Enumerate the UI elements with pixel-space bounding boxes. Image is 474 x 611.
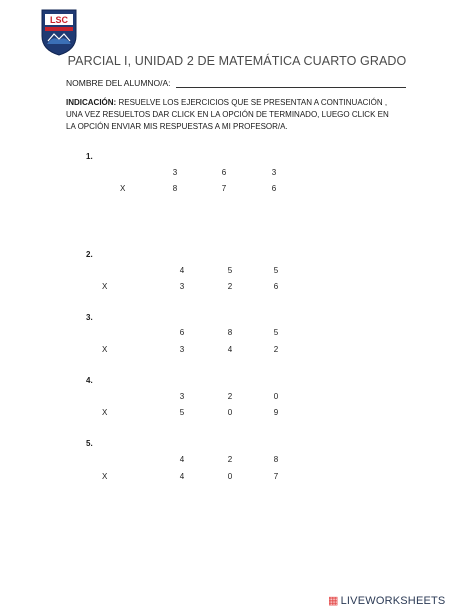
exercise-5-top-digit: 2	[227, 455, 233, 464]
exercise-2-times-symbol: X	[102, 282, 108, 291]
instructions-block	[66, 97, 416, 133]
instructions-line-2: UNA VEZ RESUELTOS DAR CLICK EN LA OPCIÓN DE TERMINADO, LUEGO CLICK EN	[66, 110, 389, 119]
exercise-2-bottom-digit: 6	[273, 282, 279, 291]
student-name-field[interactable]	[176, 87, 406, 88]
instructions-line-3: LA OPCIÓN ENVIAR MIS RESPUESTAS A MI PROFESOR/A.	[66, 122, 288, 131]
exercise-1-times-symbol: X	[120, 184, 126, 193]
student-name-label: NOMBRE DEL ALUMNO/A:	[66, 78, 171, 88]
liveworksheets-brand: LIVEWORKSHEETS	[340, 595, 446, 607]
exercise-2-number: 2.	[86, 250, 93, 259]
exercise-4-top-digit: 0	[273, 392, 279, 401]
exercise-1-top-digit: 3	[271, 168, 277, 177]
exercise-5-number: 5.	[86, 439, 93, 448]
exercise-3-top-digit: 6	[179, 328, 185, 337]
school-logo	[40, 8, 78, 56]
exercise-5-top-digit: 8	[273, 455, 279, 464]
exercise-4-bottom-digit: 0	[227, 408, 233, 417]
exercise-2-top-digit: 5	[227, 266, 233, 275]
exercise-1-bottom-digit: 6	[271, 184, 277, 193]
page-title: PARCIAL I, UNIDAD 2 DE MATEMÁTICA CUARTO GRADO	[67, 54, 407, 68]
exercise-3-top-digit: 8	[227, 328, 233, 337]
exercise-1-number: 1.	[86, 152, 93, 161]
exercise-5-bottom-digit: 0	[227, 472, 233, 481]
exercise-1-bottom-digit: 7	[221, 184, 227, 193]
exercise-3-bottom-digit: 3	[179, 345, 185, 354]
exercise-2-top-digit: 5	[273, 266, 279, 275]
exercise-5-bottom-digit: 7	[273, 472, 279, 481]
exercise-2-bottom-digit: 2	[227, 282, 233, 291]
exercise-3-times-symbol: X	[102, 345, 108, 354]
exercise-5-times-symbol: X	[102, 472, 108, 481]
logo-lettering: LSC	[50, 15, 68, 25]
exercise-2-bottom-digit: 3	[179, 282, 185, 291]
liveworksheets-icon: ▦	[328, 595, 339, 607]
exercise-3-top-digit: 5	[273, 328, 279, 337]
exercise-1-top-digit: 3	[172, 168, 178, 177]
exercise-5-bottom-digit: 4	[179, 472, 185, 481]
instructions-line-1: RESUELVE LOS EJERCICIOS QUE SE PRESENTAN A CONTINUACIÓN ,	[118, 98, 388, 107]
liveworksheets-logo	[328, 594, 445, 607]
exercise-3-bottom-digit: 4	[227, 345, 233, 354]
exercise-5-top-digit: 4	[179, 455, 185, 464]
exercise-4-bottom-digit: 5	[179, 408, 185, 417]
exercise-4-number: 4.	[86, 376, 93, 385]
instructions-label: INDICACIÓN:	[66, 98, 117, 107]
exercise-4-top-digit: 2	[227, 392, 233, 401]
exercise-4-top-digit: 3	[179, 392, 185, 401]
exercise-2-top-digit: 4	[179, 266, 185, 275]
exercise-3-bottom-digit: 2	[273, 345, 279, 354]
exercise-3-number: 3.	[86, 313, 93, 322]
exercise-4-bottom-digit: 9	[273, 408, 279, 417]
exercise-4-times-symbol: X	[102, 408, 108, 417]
exercise-1-bottom-digit: 8	[172, 184, 178, 193]
exercise-1-top-digit: 6	[221, 168, 227, 177]
